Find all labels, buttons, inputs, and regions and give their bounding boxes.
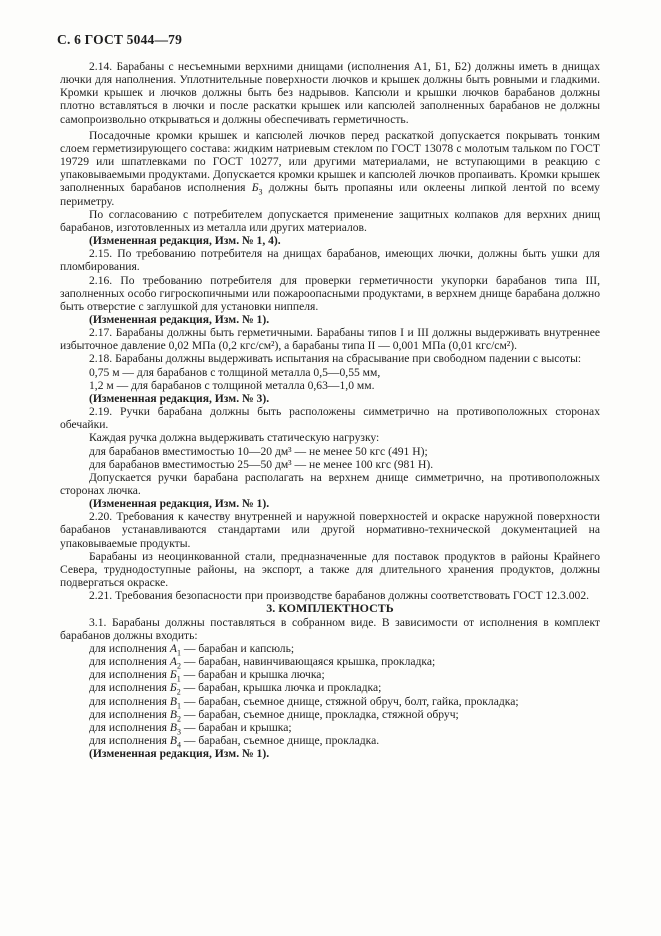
clause-2-18-line: 1,2 м — для барабанов с толщиной металла 0,63—1,0 мм. (89, 378, 375, 392)
clause-2-19-line: для барабанов вместимостью 10—20 дм³ — не менее 50 кгс (491 Н); (89, 444, 428, 458)
clause-3-1: 3.1. Барабаны должны поставляться в собранном виде. В зависимости от исполнения в комплект барабанов должны входить: (60, 615, 600, 642)
clause-2-20: 2.20. Требования к качеству внутренней и наружной поверхностей и окраске наружной поверхности барабанов устанавливаются стандартами или другой нормативно-технической документацией на упаковываемые продукты. (60, 510, 600, 550)
clause-2-21: 2.21. Требования безопасности при производстве барабанов должны соответствовать ГОСТ 12.3.002. (89, 589, 590, 603)
variant-letter: Б (169, 681, 177, 695)
variant-letter: В (169, 694, 177, 708)
kit-list (60, 641, 600, 750)
clause-2-20-north: Барабаны из неоцинкованной стали, предназначенные для поставок продуктов в районы Крайнего Севера, труднодоступные районы, на экспорт, а также для длительного хранения продуктов, должны подвергаться окраске. (60, 549, 600, 590)
amendment-note: (Измененная редакция, Изм. № 1). (89, 747, 270, 761)
variant-letter: В (169, 720, 177, 734)
clause-2-18: 2.18. Барабаны должны выдерживать испытания на сбрасывание при свободном падении с высоты: (89, 352, 582, 366)
kit-list-item: для исполнения $Б_1$ — барабан и крышка лючка; (89, 668, 325, 684)
section-title: 3. КОМПЛЕКТНОСТЬ (266, 601, 394, 616)
clause-2-14-sealing: Посадочные кромки крышек и капсюлей лючков перед раскаткой допускается покрывать тонким слоем герметизирующего состава: жидким натриевым стеклом по ГОСТ 13078 с молотым тальком по ГОСТ 19729 или шпатлевками по ГОСТ 10277, или другими материалами, не вступающими в реакцию с упаковываемыми продуктами. Допускается кромки крышек и капсюлей лючков пропаивать. Кромки крышек заполненных барабанов исполнения $Б_3$ должны быть пропаяны или оклеены липкой лентой по всему периметру. (60, 128, 600, 208)
clause-2-19-line: для барабанов вместимостью 25—50 дм³ — не менее 100 кгс (981 Н). (89, 457, 434, 471)
kit-list-item: для исполнения $А_1$ — барабан и капсюль; (89, 641, 295, 658)
kit-list-item: для исполнения $А_2$ — барабан, навинчивающаяся крышка, прокладка; (89, 655, 436, 671)
clause-2-17: 2.17. Барабаны должны быть герметичными. Барабаны типов I и III должны выдерживать внутреннее избыточное давление 0,02 МПа (0,2 кгс/см²), а барабаны типа II — 0,001 МПа (0,01 кгс/см²). (60, 326, 600, 353)
variant-letter: А (169, 641, 177, 655)
clause-2-19: 2.19. Ручки барабана должны быть расположены симметрично на противоположных сторонах обечайки. (60, 405, 600, 432)
clause-2-18-line: 0,75 м — для барабанов с толщиной металла 0,5—0,55 мм, (89, 365, 381, 379)
kit-list-item: для исполнения $Б_2$ — барабан, крышка лючка и прокладка; (89, 681, 382, 697)
clause-2-19-load: Каждая ручка должна выдерживать статическую нагрузку: (89, 431, 380, 445)
variant-letter: В (169, 733, 177, 747)
clause-2-15: 2.15. По требованию потребителя на днищах барабанов, имеющих лючки, должны быть ушки для пломбирования. (60, 247, 600, 274)
amendment-note: (Измененная редакция, Изм. № 3). (89, 391, 270, 405)
variant-letter: Б (169, 668, 177, 682)
variant-letter: Б (251, 181, 259, 195)
clause-2-14: 2.14. Барабаны с несъемными верхними днищами (исполнения А1, Б1, Б2) должны иметь в днищах лючки для наполнения. Уплотнительные поверхности лючков и крышек должны быть ровными и гладкими. Кромки крышек и лючков должны быть без надрывов. Капсюли и крышки лючков барабанов должны плотно вставляться в лючки и после раскатки крышек или капсюлей заполненных барабанов не должны самопроизвольно открываться и должны обеспечивать герметичность. (60, 60, 600, 126)
kit-list-item: для исполнения $В_3$ — барабан и крышка; (89, 720, 292, 737)
clause-2-14-caps: По согласованию с потребителем допускается применение защитных колпаков для верхних днищ барабанов, изготовленных из металла или других материалов. (60, 207, 600, 234)
amendment-note: (Измененная редакция, Изм. № 1, 4). (89, 234, 281, 248)
kit-list-item: для исполнения $В_4$ — барабан, съемное днище, прокладка. (89, 733, 380, 750)
kit-list-item: для исполнения $В_2$ — барабан, съемное днище, прокладка, стяжной обруч; (89, 707, 459, 723)
page-header: С. 6 ГОСТ 5044—79 (57, 32, 183, 47)
document-body (60, 60, 600, 760)
amendment-note: (Измененная редакция, Изм. № 1). (89, 497, 270, 511)
variant-letter: В (169, 707, 177, 721)
clause-2-16: 2.16. По требованию потребителя для проверки герметичности укупорки барабанов типа III, заполненных особо гигроскопичными или пожароопасными продуктами, в верхнем днище барабана должно быть отверстие с заглушкой для установки ниппеля. (60, 273, 600, 313)
variant-letter: А (169, 655, 177, 669)
clause-2-19-placement: Допускается ручки барабана располагать на верхнем днище симметрично, на противоположных сторонах лючка. (60, 470, 600, 497)
kit-list-item: для исполнения $В_1$ — барабан, съемное днище, стяжной обруч, болт, гайка, прокладка; (89, 694, 519, 710)
amendment-note: (Измененная редакция, Изм. № 1). (89, 312, 270, 326)
